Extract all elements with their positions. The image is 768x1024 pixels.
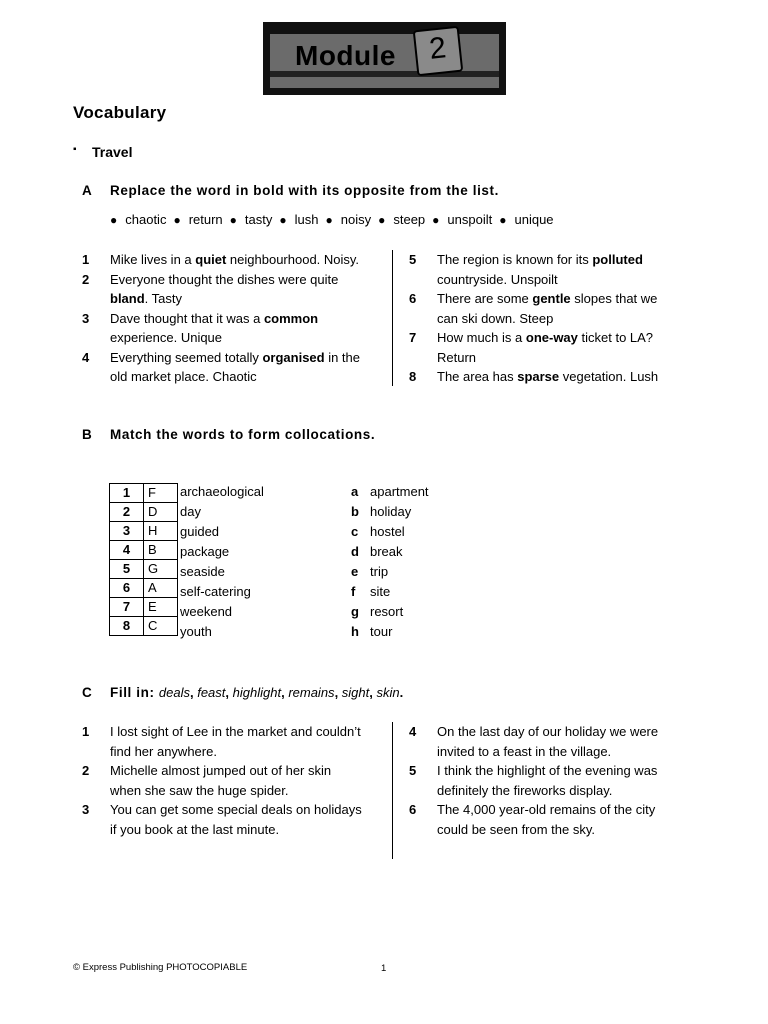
fill-separator: , — [189, 685, 198, 700]
match-partner-row — [351, 544, 403, 559]
item-line: definitely the fireworks display. — [437, 782, 613, 798]
match-number: 7 — [110, 598, 144, 617]
match-word: seaside — [180, 564, 225, 579]
item-line: Michelle almost jumped out of her skin — [110, 763, 332, 778]
match-partner: resort — [370, 604, 404, 619]
topic-title: Travel — [92, 144, 133, 160]
item-bold-word: gentle — [532, 291, 571, 306]
match-row — [110, 484, 178, 503]
match-partner-row — [351, 504, 411, 519]
item-line — [110, 328, 222, 348]
match-answer: F — [144, 484, 178, 503]
item-line — [437, 270, 558, 290]
module-word: Module — [295, 40, 396, 71]
item-number: 1 — [82, 252, 90, 267]
word-list-bullet: ● — [499, 213, 507, 227]
item-number: 1 — [82, 724, 90, 739]
match-row — [110, 503, 178, 522]
item-line — [110, 367, 257, 387]
word-list-bullet: ● — [279, 213, 287, 227]
item-text: Dave thought that it was a — [110, 310, 264, 326]
match-partner-row — [351, 604, 403, 619]
item-text: can ski down. Steep — [437, 310, 554, 326]
item-text: The area has — [437, 369, 518, 384]
fill-word: remains — [288, 685, 335, 700]
word-list-item: noisy — [340, 212, 372, 227]
item-number: 5 — [409, 763, 417, 778]
item-line — [437, 328, 653, 348]
match-number: 8 — [110, 617, 144, 636]
match-letter: h — [351, 624, 359, 639]
item-line — [437, 309, 553, 329]
footer-copyright: © Express Publishing PHOTOCOPIABLE — [73, 962, 248, 973]
match-partner-row — [351, 524, 405, 539]
match-partner: hostel — [370, 524, 405, 539]
item-line: could be seen from the sky. — [437, 821, 596, 837]
item-line: find her anywhere. — [110, 743, 217, 759]
fill-word: highlight — [232, 685, 282, 700]
fill-separator: , — [369, 685, 377, 700]
match-letter: b — [351, 504, 359, 519]
module-number: 2 — [427, 31, 448, 66]
match-partner: holiday — [370, 504, 412, 519]
match-partner: tour — [370, 624, 393, 639]
item-line — [110, 250, 359, 270]
match-partner-row — [351, 484, 429, 499]
word-list-bullet: ● — [229, 213, 237, 227]
section-title: Vocabulary — [73, 103, 167, 122]
item-line: On the last day of our holiday we were — [437, 724, 659, 739]
item-line — [437, 289, 657, 309]
match-partner-row — [351, 624, 392, 639]
item-number: 4 — [409, 724, 417, 739]
item-text: vegetation. Lush — [559, 369, 659, 384]
match-number: 4 — [110, 541, 144, 560]
match-row — [110, 522, 178, 541]
item-number: 3 — [82, 310, 90, 326]
match-letter: c — [351, 524, 359, 539]
match-word: self-catering — [180, 584, 251, 599]
match-letter: f — [351, 584, 356, 599]
match-letter: a — [351, 484, 359, 499]
word-list-item: unique — [514, 212, 554, 227]
exercise-a-letter: A — [82, 183, 92, 198]
match-letter: e — [351, 564, 359, 579]
match-row — [110, 579, 178, 598]
match-word: weekend — [180, 604, 233, 619]
match-partner: break — [370, 544, 403, 559]
fill-separator: , — [281, 685, 289, 700]
word-list-bullet: ● — [173, 213, 181, 227]
fill-word: feast — [197, 685, 226, 700]
item-line — [437, 367, 658, 387]
fill-separator: , — [225, 685, 233, 700]
item-number: 6 — [409, 802, 417, 817]
item-number: 5 — [409, 252, 417, 267]
match-number: 5 — [110, 560, 144, 579]
item-text: Return — [437, 349, 477, 365]
exercise-c-letter: C — [82, 685, 92, 700]
item-line: You can get some special deals on holidays — [110, 802, 362, 817]
item-bold-word: polluted — [592, 252, 643, 267]
fill-separator: , — [334, 685, 342, 700]
item-line — [110, 289, 182, 309]
item-number: 8 — [409, 369, 417, 384]
match-answer: A — [144, 579, 178, 598]
item-bold-word: common — [263, 310, 319, 326]
item-line: invited to a feast in the village. — [437, 743, 612, 759]
item-bold-word: quiet — [195, 252, 227, 267]
item-text: countryside. Unspoilt — [437, 271, 558, 287]
item-line — [110, 309, 318, 329]
match-word: archaeological — [180, 484, 264, 499]
word-list-item: unspoilt — [447, 212, 493, 227]
word-list-item: return — [188, 212, 223, 227]
column-divider — [392, 250, 393, 386]
match-answer: C — [144, 617, 178, 636]
item-line — [110, 270, 338, 290]
match-word: package — [180, 544, 230, 559]
match-answer: G — [144, 560, 178, 579]
page-number: 1 — [381, 963, 387, 974]
word-list-item: chaotic — [125, 212, 167, 227]
fill-word: skin — [376, 685, 400, 700]
match-partner: trip — [370, 564, 389, 579]
match-word: youth — [180, 624, 212, 639]
item-line: if you book at the last minute. — [110, 821, 280, 837]
item-text: Mike lives in a — [110, 252, 196, 267]
word-list-bullet: ● — [378, 213, 386, 227]
match-number: 6 — [110, 579, 144, 598]
item-number: 6 — [409, 291, 417, 306]
item-bold-word: organised — [262, 349, 325, 365]
word-list-bullet: ● — [325, 213, 333, 227]
topic-bullet: ▪ — [73, 144, 77, 155]
match-word: day — [180, 504, 201, 519]
item-text: There are some — [437, 291, 533, 306]
match-answer: H — [144, 522, 178, 541]
match-word: guided — [180, 524, 220, 539]
item-text: Everything seemed totally — [110, 349, 263, 365]
word-list-item: steep — [393, 212, 426, 227]
item-text: slopes that we — [570, 291, 658, 306]
match-row — [110, 617, 178, 636]
match-letter: g — [351, 604, 359, 619]
match-partner-row — [351, 564, 388, 579]
match-partner: site — [370, 584, 391, 599]
match-row — [110, 598, 178, 617]
item-bold-word: one-way — [525, 330, 578, 345]
item-text: old market place. Chaotic — [110, 369, 257, 384]
item-text: experience. Unique — [110, 330, 223, 345]
item-text: The region is known for its — [437, 252, 593, 267]
word-list-bullet: ● — [432, 213, 440, 227]
match-number: 1 — [110, 484, 144, 503]
match-number: 2 — [110, 503, 144, 522]
match-row — [110, 541, 178, 560]
item-number: 2 — [82, 763, 90, 778]
match-row — [110, 560, 178, 579]
item-bold-word: bland — [110, 291, 145, 306]
exercise-c-label: Fill in: — [110, 685, 159, 700]
item-number: 2 — [82, 271, 90, 287]
exercise-a-word-list — [110, 212, 554, 227]
item-line: The 4,000 year-old remains of the city — [437, 802, 656, 817]
item-number: 7 — [409, 330, 417, 345]
item-text: neighbourhood. Noisy. — [226, 252, 360, 267]
item-line: when she saw the huge spider. — [110, 782, 289, 798]
exercise-b-letter: B — [82, 427, 92, 442]
module-number-box — [413, 26, 464, 77]
match-partner-row — [351, 584, 390, 599]
item-text: Everyone thought the dishes were quite — [110, 271, 339, 287]
exercise-c-instruction — [110, 685, 403, 700]
exercise-b-instruction: Match the words to form collocations. — [110, 427, 376, 442]
match-letter: d — [351, 544, 359, 559]
match-answer: D — [144, 503, 178, 522]
fill-separator: . — [399, 685, 404, 700]
item-line — [437, 348, 476, 368]
item-line: I think the highlight of the evening was — [437, 763, 658, 778]
item-bold-word: sparse — [517, 369, 560, 384]
match-table — [109, 483, 178, 636]
item-line: I lost sight of Lee in the market and couldn’t — [110, 724, 361, 739]
item-text: . Tasty — [144, 291, 183, 306]
column-divider-c — [392, 722, 393, 859]
item-text: in the — [324, 349, 361, 365]
word-list-item: tasty — [244, 212, 273, 227]
item-number: 4 — [82, 349, 90, 365]
match-partner: apartment — [370, 484, 429, 499]
item-line — [110, 348, 360, 368]
word-list-item: lush — [294, 212, 319, 227]
item-number: 3 — [82, 802, 90, 817]
word-list-bullet: ● — [110, 213, 118, 227]
match-answer: E — [144, 598, 178, 617]
match-number: 3 — [110, 522, 144, 541]
exercise-a-instruction: Replace the word in bold with its opposite from the list. — [110, 183, 499, 198]
fill-word: deals — [158, 685, 190, 700]
module-banner — [263, 22, 506, 95]
item-line — [437, 250, 643, 270]
match-answer: B — [144, 541, 178, 560]
item-text: How much is a — [437, 330, 526, 345]
fill-word: sight — [341, 685, 370, 700]
item-text: ticket to LA? — [577, 330, 654, 345]
